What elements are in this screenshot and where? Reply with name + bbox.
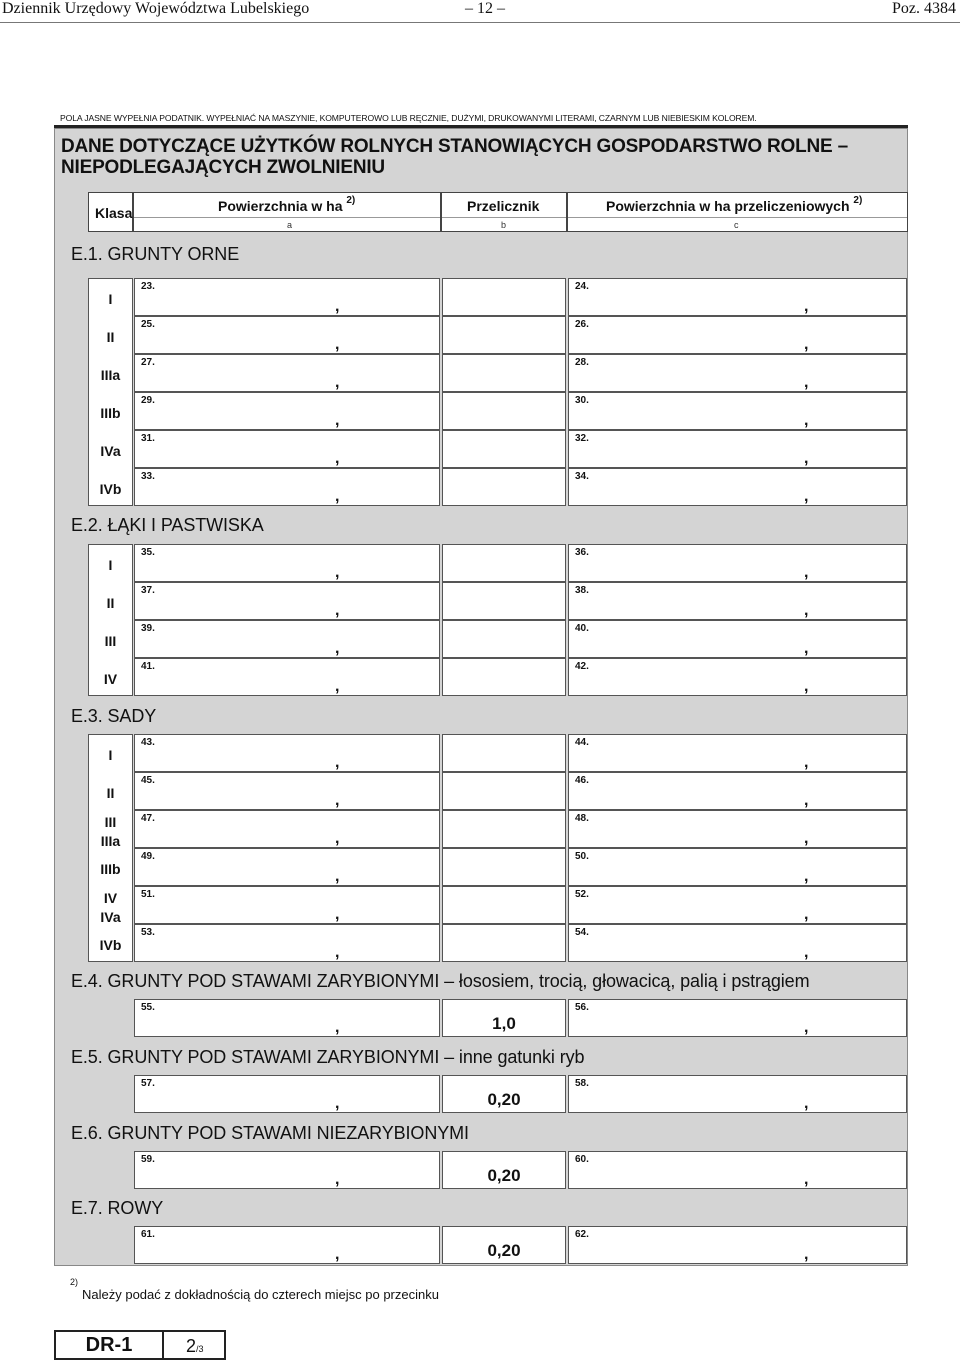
form-code: DR-1 — [56, 1332, 164, 1358]
area-field-59[interactable] — [134, 1151, 440, 1189]
converted-field-38[interactable] — [568, 582, 907, 620]
field-number: 47. — [141, 813, 155, 824]
multiplier-value: 1,0 — [492, 1014, 516, 1033]
klasa-column-e1 — [88, 278, 133, 506]
decimal-comma: , — [335, 944, 340, 961]
decimal-comma: , — [804, 412, 809, 429]
decimal-comma: , — [804, 1019, 809, 1036]
klasa-label: IIIa — [100, 367, 121, 383]
decimal-comma: , — [335, 1171, 340, 1188]
klasa-label: III — [104, 814, 117, 830]
field-number: 43. — [141, 737, 155, 748]
converted-field-56[interactable] — [568, 999, 907, 1037]
klasa-column-e3 — [88, 734, 133, 962]
multiplier-field[interactable] — [442, 658, 566, 696]
multiplier-field[interactable] — [442, 620, 566, 658]
multiplier-field[interactable] — [442, 924, 566, 962]
multiplier-value: 0,20 — [487, 1166, 521, 1185]
decimal-comma: , — [335, 830, 340, 847]
decimal-comma: , — [804, 450, 809, 467]
converted-field-36[interactable] — [568, 544, 907, 582]
group-title-e3: E.3. SADY — [71, 706, 157, 726]
decimal-comma: , — [804, 564, 809, 581]
form-page-total: /3 — [196, 1344, 204, 1354]
converted-field-42[interactable] — [568, 658, 907, 696]
field-number: 60. — [575, 1154, 589, 1165]
field-number: 35. — [141, 547, 155, 558]
field-number: 34. — [575, 471, 589, 482]
converted-field-58[interactable] — [568, 1075, 907, 1113]
decimal-comma: , — [804, 868, 809, 885]
decimal-comma: , — [804, 678, 809, 695]
area-field-39[interactable] — [134, 620, 440, 658]
decimal-comma: , — [804, 298, 809, 315]
area-field-43[interactable] — [134, 734, 440, 772]
header-converted-label: Powierzchnia w ha przeliczeniowych $^{2)}$ — [606, 195, 863, 214]
decimal-comma: , — [335, 298, 340, 315]
multiplier-field — [442, 1226, 566, 1264]
area-field-51[interactable] — [134, 886, 440, 924]
klasa-label: II — [106, 785, 115, 801]
position-number: Poz. 4384 — [892, 0, 956, 17]
converted-field-30[interactable] — [568, 392, 907, 430]
field-number: 24. — [575, 281, 589, 292]
multiplier-field[interactable] — [442, 392, 566, 430]
group-title-e7: E.7. ROWY — [71, 1198, 164, 1218]
field-number: 61. — [141, 1229, 155, 1240]
field-number: 62. — [575, 1229, 589, 1240]
field-number: 55. — [141, 1002, 155, 1013]
field-number: 29. — [141, 395, 155, 406]
header-area — [133, 192, 441, 232]
converted-field-50[interactable] — [568, 848, 907, 886]
area-field-35[interactable] — [134, 544, 440, 582]
decimal-comma: , — [335, 1019, 340, 1036]
klasa-label: I — [108, 747, 113, 763]
area-field-29[interactable] — [134, 392, 440, 430]
field-number: 23. — [141, 281, 155, 292]
group-title-e6: E.6. GRUNTY POD STAWAMI NIEZARYBIONYMI — [71, 1123, 469, 1143]
field-number: 32. — [575, 433, 589, 444]
header-divider — [568, 217, 907, 218]
converted-field-24[interactable] — [568, 278, 907, 316]
klasa-label: IVa — [100, 443, 121, 459]
multiplier-field[interactable] — [442, 772, 566, 810]
klasa-label: III — [104, 633, 117, 649]
klasa-label: IVa — [100, 909, 121, 925]
decimal-comma: , — [804, 830, 809, 847]
form-page-indicator — [186, 1336, 204, 1357]
field-number: 28. — [575, 357, 589, 368]
area-field-57[interactable] — [134, 1075, 440, 1113]
converted-field-26[interactable] — [568, 316, 907, 354]
decimal-comma: , — [335, 1095, 340, 1112]
decimal-comma: , — [804, 906, 809, 923]
field-number: 26. — [575, 319, 589, 330]
footnote-marker: 2) — [70, 1277, 79, 1287]
field-number: 31. — [141, 433, 155, 444]
area-field-27[interactable] — [134, 354, 440, 392]
multiplier-field[interactable] — [442, 278, 566, 316]
form-instruction: POLA JASNE WYPEŁNIA PODATNIK. WYPEŁNIAĆ NA MASZYNIE, KOMPUTEROWO LUB RĘCZNIE, DUŻYMI, DRUKOWANYMI LITERAMI, CZARNYM LUB NIEBIESKIM KOLOREM. — [60, 113, 757, 123]
header-col-b: b — [501, 220, 507, 230]
header-col-c: c — [734, 220, 739, 230]
field-number: 58. — [575, 1078, 589, 1089]
field-number: 41. — [141, 661, 155, 672]
field-number: 44. — [575, 737, 589, 748]
klasa-label: IV — [103, 890, 118, 906]
decimal-comma: , — [804, 944, 809, 961]
klasa-label: II — [106, 329, 115, 345]
multiplier-value: 0,20 — [487, 1090, 521, 1109]
decimal-comma: , — [335, 754, 340, 771]
converted-field-48[interactable] — [568, 810, 907, 848]
group-title-e5: E.5. GRUNTY POD STAWAMI ZARYBIONYMI – inne gatunki ryb — [71, 1047, 585, 1067]
form-badge — [54, 1330, 226, 1360]
form-page-number: 2 — [186, 1336, 197, 1356]
area-field-53[interactable] — [134, 924, 440, 962]
converted-field-54[interactable] — [568, 924, 907, 962]
decimal-comma: , — [804, 1095, 809, 1112]
area-field-25[interactable] — [134, 316, 440, 354]
multiplier-value: 0,20 — [487, 1241, 521, 1260]
decimal-comma: , — [335, 868, 340, 885]
klasa-label: I — [108, 557, 113, 573]
decimal-comma: , — [804, 792, 809, 809]
header-converted — [567, 192, 908, 232]
header-divider — [442, 217, 566, 218]
header-area-label: Powierzchnia w ha $^{2)}$ — [218, 195, 356, 214]
multiplier-field[interactable] — [442, 316, 566, 354]
journal-title: Dziennik Urzędowy Województwa Lubelskiego — [2, 0, 310, 17]
header-klasa-label: Klasa — [95, 205, 133, 221]
klasa-label: IIIa — [100, 833, 121, 849]
decimal-comma: , — [335, 602, 340, 619]
multiplier-field — [442, 1075, 566, 1113]
field-number: 54. — [575, 927, 589, 938]
decimal-comma: , — [804, 1171, 809, 1188]
multiplier-field[interactable] — [442, 544, 566, 582]
decimal-comma: , — [335, 1246, 340, 1263]
header-divider — [134, 217, 440, 218]
decimal-comma: , — [335, 374, 340, 391]
group-title-e4: E.4. GRUNTY POD STAWAMI ZARYBIONYMI – łososiem, trocią, głowacicą, palią i pstrągiem — [71, 971, 810, 991]
area-field-49[interactable] — [134, 848, 440, 886]
multiplier-field[interactable] — [442, 582, 566, 620]
field-number: 59. — [141, 1154, 155, 1165]
area-field-37[interactable] — [134, 582, 440, 620]
decimal-comma: , — [335, 488, 340, 505]
field-number: 50. — [575, 851, 589, 862]
decimal-comma: , — [335, 792, 340, 809]
field-number: 40. — [575, 623, 589, 634]
converted-field-40[interactable] — [568, 620, 907, 658]
header-klasa — [88, 192, 133, 232]
klasa-label: IIIb — [100, 861, 121, 877]
area-field-55[interactable] — [134, 999, 440, 1037]
group-title-e2: E.2. ŁĄKI I PASTWISKA — [71, 515, 264, 535]
converted-field-28[interactable] — [568, 354, 907, 392]
field-number: 37. — [141, 585, 155, 596]
field-number: 33. — [141, 471, 155, 482]
decimal-comma: , — [335, 412, 340, 429]
area-field-41[interactable] — [134, 658, 440, 696]
converted-field-46[interactable] — [568, 772, 907, 810]
field-number: 25. — [141, 319, 155, 330]
field-number: 51. — [141, 889, 155, 900]
decimal-comma: , — [335, 678, 340, 695]
decimal-comma: , — [804, 754, 809, 771]
group-title-e1: E.1. GRUNTY ORNE — [71, 244, 240, 264]
field-number: 57. — [141, 1078, 155, 1089]
header-multiplier-label: Przelicznik — [467, 198, 540, 214]
klasa-column-e2 — [88, 544, 133, 696]
page-number: – 12 – — [465, 0, 505, 17]
multiplier-field — [442, 1151, 566, 1189]
klasa-label: II — [106, 595, 115, 611]
field-number: 39. — [141, 623, 155, 634]
field-number: 49. — [141, 851, 155, 862]
decimal-comma: , — [804, 640, 809, 657]
footnote-text: Należy podać z dokładnością do czterech miejsc po przecinku — [82, 1287, 439, 1302]
field-number: 56. — [575, 1002, 589, 1013]
decimal-comma: , — [804, 488, 809, 505]
area-field-45[interactable] — [134, 772, 440, 810]
field-number: 27. — [141, 357, 155, 368]
klasa-label: IV — [103, 671, 118, 687]
field-number: 52. — [575, 889, 589, 900]
field-number: 30. — [575, 395, 589, 406]
klasa-label: I — [108, 291, 113, 307]
converted-field-52[interactable] — [568, 886, 907, 924]
decimal-comma: , — [335, 336, 340, 353]
field-number: 53. — [141, 927, 155, 938]
decimal-comma: , — [804, 602, 809, 619]
field-number: 42. — [575, 661, 589, 672]
multiplier-field[interactable] — [442, 734, 566, 772]
converted-field-34[interactable] — [568, 468, 907, 506]
multiplier-field[interactable] — [442, 810, 566, 848]
decimal-comma: , — [335, 640, 340, 657]
area-field-47[interactable] — [134, 810, 440, 848]
multiplier-field[interactable] — [442, 430, 566, 468]
running-head — [0, 0, 960, 24]
converted-field-32[interactable] — [568, 430, 907, 468]
multiplier-field[interactable] — [442, 354, 566, 392]
form-section-e — [54, 128, 908, 1266]
multiplier-field[interactable] — [442, 886, 566, 924]
converted-field-44[interactable] — [568, 734, 907, 772]
decimal-comma: , — [335, 450, 340, 467]
decimal-comma: , — [335, 906, 340, 923]
converted-field-62[interactable] — [568, 1226, 907, 1264]
area-field-23[interactable] — [134, 278, 440, 316]
field-number: 45. — [141, 775, 155, 786]
field-number: 38. — [575, 585, 589, 596]
converted-field-60[interactable] — [568, 1151, 907, 1189]
header-col-a: a — [287, 220, 293, 230]
section-title: DANE DOTYCZĄCE UŻYTKÓW ROLNYCH STANOWIĄCYCH GOSPODARSTWO ROLNE – NIEPODLEGAJĄCYCH ZWOLNIENIU — [61, 136, 848, 178]
decimal-comma: , — [804, 336, 809, 353]
field-number: 48. — [575, 813, 589, 824]
header-multiplier — [441, 192, 567, 232]
decimal-comma: , — [804, 1246, 809, 1263]
area-field-61[interactable] — [134, 1226, 440, 1264]
decimal-comma: , — [335, 564, 340, 581]
decimal-comma: , — [804, 374, 809, 391]
field-number: 36. — [575, 547, 589, 558]
klasa-label: IVb — [99, 937, 122, 953]
multiplier-field[interactable] — [442, 468, 566, 506]
multiplier-field — [442, 999, 566, 1037]
area-field-33[interactable] — [134, 468, 440, 506]
area-field-31[interactable] — [134, 430, 440, 468]
klasa-label: IIIb — [100, 405, 121, 421]
field-number: 46. — [575, 775, 589, 786]
header-rule — [0, 22, 960, 23]
multiplier-field[interactable] — [442, 848, 566, 886]
klasa-label: IVb — [99, 481, 122, 497]
